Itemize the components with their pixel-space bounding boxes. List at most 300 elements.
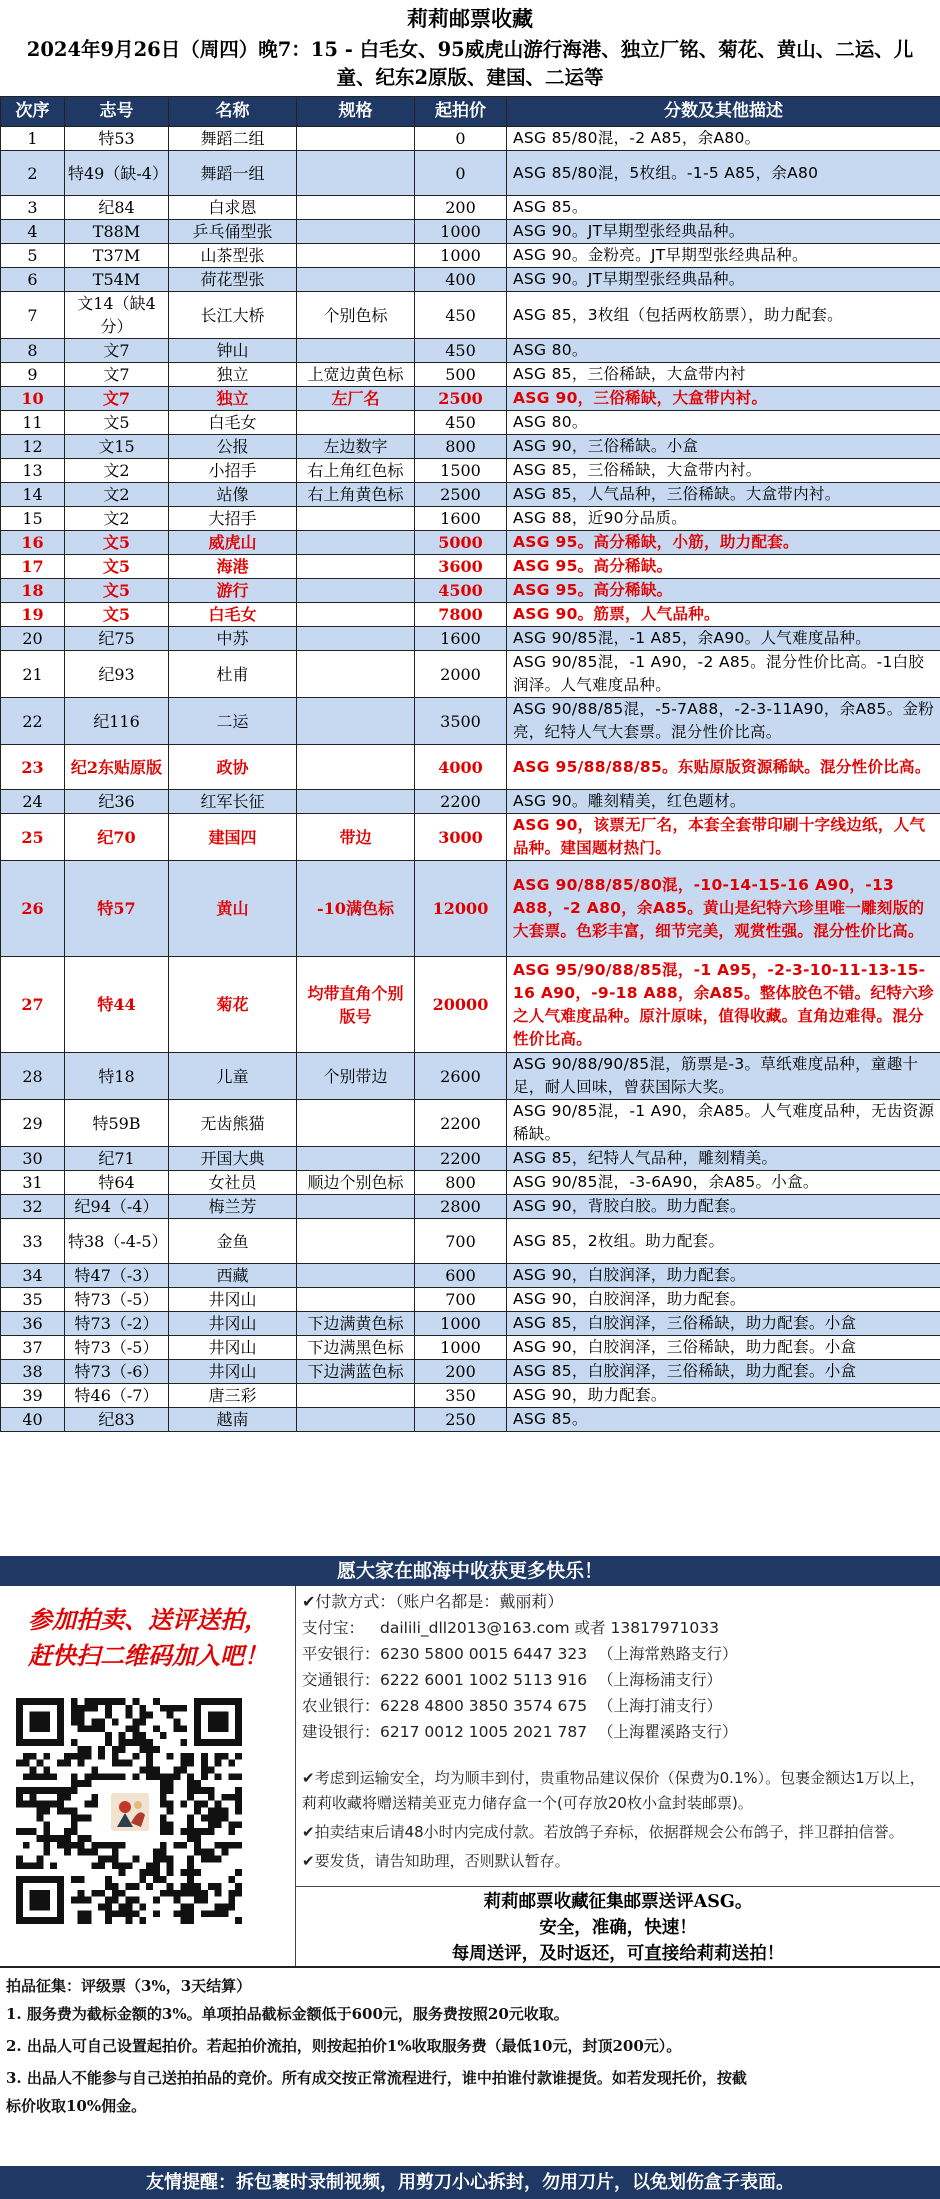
lot-spec: [297, 603, 415, 627]
lot-number: 25: [1, 814, 65, 861]
bank-branch: （上海瞿溪路支行）: [598, 1723, 738, 1741]
lot-code: 文15: [65, 435, 169, 459]
lot-spec: 上宽边黄色标: [297, 363, 415, 387]
slogan: [296, 1886, 940, 1966]
table-row: [1, 411, 940, 435]
lot-code: 特47（-3）: [65, 1264, 169, 1288]
lot-number: 19: [1, 603, 65, 627]
lot-number: 2: [1, 151, 65, 196]
table-row: [1, 745, 940, 790]
lot-description: ASG 85，2枚组。助力配套。: [507, 1219, 940, 1264]
lot-start-price: 1600: [415, 507, 507, 531]
qr-panel: [0, 1586, 296, 1966]
lot-spec: 右上角黄色标: [297, 483, 415, 507]
lot-spec: 下边满黄色标: [297, 1312, 415, 1336]
lot-number: 21: [1, 651, 65, 698]
qr-logo-icon: [108, 1790, 152, 1834]
bank-line: [302, 1642, 738, 1666]
lot-number: 6: [1, 268, 65, 292]
lot-number: 4: [1, 220, 65, 244]
bank-branch: （上海打浦支行）: [598, 1697, 723, 1715]
col-header-no: 次序: [1, 97, 65, 127]
lot-spec: 个别带边: [297, 1053, 415, 1100]
lot-number: 30: [1, 1147, 65, 1171]
lot-name: 荷花型张: [169, 268, 297, 292]
lot-spec: [297, 531, 415, 555]
table-row: [1, 292, 940, 339]
alipay-line: [302, 1616, 719, 1640]
alipay-account[interactable]: dailili_dll2013@163.com 或者 13817971033: [380, 1619, 719, 1637]
lot-number: 20: [1, 627, 65, 651]
lot-start-price: 700: [415, 1219, 507, 1264]
lot-name: 白毛女: [169, 411, 297, 435]
lot-start-price: 4000: [415, 745, 507, 790]
lot-number: 16: [1, 531, 65, 555]
lot-description: ASG 90。JT早期型张经典品种。: [507, 220, 940, 244]
lot-name: 独立: [169, 363, 297, 387]
lot-name: 儿童: [169, 1053, 297, 1100]
lot-code: 文2: [65, 459, 169, 483]
lot-description: ASG 85，三俗稀缺，大盒带内衬。: [507, 459, 940, 483]
lot-number: 11: [1, 411, 65, 435]
lot-start-price: 450: [415, 339, 507, 363]
lot-spec: 下边满蓝色标: [297, 1360, 415, 1384]
bank-branch: （上海常熟路支行）: [598, 1645, 738, 1663]
lot-start-price: 2200: [415, 790, 507, 814]
lot-description: ASG 90，三俗稀缺，大盒带内衬。: [507, 387, 940, 411]
bank-label: 交通银行：: [302, 1671, 380, 1689]
rules-title: 拍品征集：评级票（3%，3天结算）: [6, 1977, 252, 1995]
lot-code: 特18: [65, 1053, 169, 1100]
lot-number: 34: [1, 1264, 65, 1288]
lot-spec: 顺边个别色标: [297, 1171, 415, 1195]
lot-start-price: 7800: [415, 603, 507, 627]
note-shipping: ✔考虑到运输安全，均为顺丰到付，贵重物品建议保价（保费为0.1%）。包裹金额达1万以上，莉莉收藏将赠送精美亚克力储存盒一个(可存放20枚小盒封装邮票)。: [302, 1769, 925, 1812]
table-row: [1, 1147, 940, 1171]
lot-number: 15: [1, 507, 65, 531]
lot-code: 特49（缺-4）: [65, 151, 169, 196]
lot-name: 钟山: [169, 339, 297, 363]
lot-name: 政协: [169, 745, 297, 790]
lot-code: 文5: [65, 555, 169, 579]
lot-spec: 左厂名: [297, 387, 415, 411]
lot-code: 纪116: [65, 698, 169, 745]
invite-line-1: 参加拍卖、送评送拍，: [28, 1605, 268, 1634]
lot-number: 37: [1, 1336, 65, 1360]
table-row: [1, 151, 940, 196]
table-row: [1, 1219, 940, 1264]
lot-start-price: 2000: [415, 651, 507, 698]
lots-table: [0, 96, 940, 1432]
lot-description: ASG 90。雕刻精美，红色题材。: [507, 790, 940, 814]
table-row: [1, 1408, 940, 1432]
lot-start-price: 1000: [415, 1336, 507, 1360]
lot-code: 文7: [65, 363, 169, 387]
lot-number: 1: [1, 127, 65, 151]
table-row: [1, 957, 940, 1053]
lot-number: 23: [1, 745, 65, 790]
lot-code: 特73（-5）: [65, 1336, 169, 1360]
table-row: [1, 627, 940, 651]
lot-name: 海港: [169, 555, 297, 579]
bank-label: 建设银行：: [302, 1723, 380, 1741]
invite-line-2: 赶快扫二维码加入吧！: [28, 1641, 268, 1670]
col-header-desc: 分数及其他描述: [507, 97, 940, 127]
lot-number: 31: [1, 1171, 65, 1195]
lot-spec: [297, 1384, 415, 1408]
lot-code: 文2: [65, 507, 169, 531]
lot-spec: [297, 1100, 415, 1147]
lot-start-price: 1000: [415, 1312, 507, 1336]
lot-spec: 均带直角个别版号: [297, 957, 415, 1053]
lot-start-price: 200: [415, 1360, 507, 1384]
table-row: [1, 579, 940, 603]
lot-name: 井冈山: [169, 1312, 297, 1336]
lot-spec: 带边: [297, 814, 415, 861]
table-row: [1, 459, 940, 483]
lot-code: 纪84: [65, 196, 169, 220]
lot-description: ASG 95。高分稀缺。: [507, 579, 940, 603]
table-row: [1, 1100, 940, 1147]
lot-code: 特46（-7）: [65, 1384, 169, 1408]
lot-name: 舞蹈二组: [169, 127, 297, 151]
page-title: 莉莉邮票收藏: [407, 6, 533, 31]
lot-name: 二运: [169, 698, 297, 745]
lot-spec: [297, 1219, 415, 1264]
bank-label: 平安银行：: [302, 1645, 380, 1663]
lot-name: 独立: [169, 387, 297, 411]
lot-number: 35: [1, 1288, 65, 1312]
lot-code: 文5: [65, 411, 169, 435]
table-row: [1, 1312, 940, 1336]
lot-number: 24: [1, 790, 65, 814]
bank-account-number[interactable]: 6222 6001 1002 5113 916: [380, 1671, 588, 1689]
lot-spec: [297, 1195, 415, 1219]
table-row: [1, 651, 940, 698]
lot-spec: [297, 1147, 415, 1171]
lot-name: 无齿熊猫: [169, 1100, 297, 1147]
table-row: [1, 814, 940, 861]
lot-name: 舞蹈一组: [169, 151, 297, 196]
lot-spec: [297, 220, 415, 244]
lot-start-price: 12000: [415, 861, 507, 957]
table-row: [1, 1384, 940, 1408]
col-header-spec: 规格: [297, 97, 415, 127]
lot-start-price: 20000: [415, 957, 507, 1053]
lot-spec: [297, 151, 415, 196]
lot-spec: [297, 1408, 415, 1432]
lot-description: ASG 88，近90分品质。: [507, 507, 940, 531]
lot-number: 9: [1, 363, 65, 387]
rules: [0, 1966, 940, 2166]
lot-spec: [297, 698, 415, 745]
lot-number: 26: [1, 861, 65, 957]
table-row: [1, 1264, 940, 1288]
table-row: [1, 244, 940, 268]
table-row: [1, 1053, 940, 1100]
lot-name: 公报: [169, 435, 297, 459]
lot-spec: [297, 507, 415, 531]
lot-code: 纪94（-4）: [65, 1195, 169, 1219]
lot-description: ASG 90，该票无厂名，本套全套带印刷十字线边纸，人气品种。建国题材热门。: [507, 814, 940, 861]
lot-description: ASG 90/85混，-3-6A90，余A85。小盒。: [507, 1171, 940, 1195]
lot-number: 8: [1, 339, 65, 363]
lot-name: 乒乓俑型张: [169, 220, 297, 244]
lot-start-price: 600: [415, 1264, 507, 1288]
title-block: [0, 0, 940, 96]
lot-start-price: 3500: [415, 698, 507, 745]
lot-name: 小招手: [169, 459, 297, 483]
table-row: [1, 1195, 940, 1219]
lot-start-price: 700: [415, 1288, 507, 1312]
table-row: [1, 483, 940, 507]
lot-description: ASG 90，白胶润泽，助力配套。: [507, 1264, 940, 1288]
lot-spec: [297, 745, 415, 790]
lot-description: ASG 90，白胶润泽，助力配套。: [507, 1288, 940, 1312]
lot-name: 梅兰芳: [169, 1195, 297, 1219]
lot-start-price: 2800: [415, 1195, 507, 1219]
table-row: [1, 555, 940, 579]
lot-start-price: 0: [415, 127, 507, 151]
lot-spec: 右上角红色标: [297, 459, 415, 483]
lot-start-price: 4500: [415, 579, 507, 603]
bank-label: 农业银行：: [302, 1697, 380, 1715]
lot-name: 白毛女: [169, 603, 297, 627]
lot-spec: [297, 268, 415, 292]
slogan-line-3: 每周送评，及时返还，可直接给莉莉送拍！: [451, 1944, 785, 1964]
lot-spec: [297, 627, 415, 651]
friendly-tip: 友情提醒：拆包裹时录制视频，用剪刀小心拆封，勿用刀片，以免划伤盒子表面。: [0, 2166, 940, 2199]
qr-code[interactable]: [16, 1698, 242, 1924]
lot-start-price: 350: [415, 1384, 507, 1408]
lot-name: 山茶型张: [169, 244, 297, 268]
lot-code: 纪36: [65, 790, 169, 814]
lot-description: ASG 90，白胶润泽，三俗稀缺，助力配套。小盒: [507, 1336, 940, 1360]
table-row: [1, 339, 940, 363]
lot-start-price: 400: [415, 268, 507, 292]
lot-code: 纪75: [65, 627, 169, 651]
payment-panel: [296, 1586, 940, 1886]
lot-spec: [297, 790, 415, 814]
lot-number: 33: [1, 1219, 65, 1264]
lot-start-price: 500: [415, 363, 507, 387]
lot-number: 36: [1, 1312, 65, 1336]
lot-name: 金鱼: [169, 1219, 297, 1264]
lot-code: 文5: [65, 603, 169, 627]
table-row: [1, 1171, 940, 1195]
lot-code: 特57: [65, 861, 169, 957]
bank-branch: （上海杨浦支行）: [598, 1671, 723, 1689]
lot-description: ASG 90/88/85/80混，-10-14-15-16 A90，-13 A88，-2 A80，余A85。黄山是纪特六珍里唯一雕刻版的大套票。色彩丰富，细节完美，观赏性强。混分性价比高。: [507, 861, 940, 957]
lot-code: 纪2东贴原版: [65, 745, 169, 790]
lot-description: ASG 85，3枚组（包括两枚筋票），助力配套。: [507, 292, 940, 339]
lot-description: ASG 95。高分稀缺，小筋，助力配套。: [507, 531, 940, 555]
table-row: [1, 1336, 940, 1360]
lot-code: 特59B: [65, 1100, 169, 1147]
table-row: [1, 790, 940, 814]
table-row: [1, 435, 940, 459]
table-row: [1, 1288, 940, 1312]
lot-name: 黄山: [169, 861, 297, 957]
table-row: [1, 387, 940, 411]
lot-name: 西藏: [169, 1264, 297, 1288]
lot-number: 39: [1, 1384, 65, 1408]
lot-spec: [297, 196, 415, 220]
lot-number: 7: [1, 292, 65, 339]
lot-start-price: 2500: [415, 483, 507, 507]
lot-code: 文5: [65, 579, 169, 603]
lot-description: ASG 85，人气品种，三俗稀缺。大盒带内衬。: [507, 483, 940, 507]
lot-number: 27: [1, 957, 65, 1053]
lot-name: 长江大桥: [169, 292, 297, 339]
lot-name: 大招手: [169, 507, 297, 531]
table-row: [1, 220, 940, 244]
lot-start-price: 0: [415, 151, 507, 196]
lot-code: 纪70: [65, 814, 169, 861]
lot-description: ASG 85。: [507, 196, 940, 220]
lot-number: 10: [1, 387, 65, 411]
lot-start-price: 250: [415, 1408, 507, 1432]
bank-account-number[interactable]: 6228 4800 3850 3574 675: [380, 1697, 588, 1715]
lot-spec: 左边数字: [297, 435, 415, 459]
lot-code: 文14（缺4分）: [65, 292, 169, 339]
lot-code: 特38（-4-5）: [65, 1219, 169, 1264]
lot-description: ASG 85，三俗稀缺，大盒带内衬: [507, 363, 940, 387]
lot-code: 特73（-6）: [65, 1360, 169, 1384]
lot-number: 12: [1, 435, 65, 459]
lot-name: 井冈山: [169, 1336, 297, 1360]
lot-description: ASG 85，白胶润泽，三俗稀缺，助力配套。小盒: [507, 1312, 940, 1336]
lot-spec: 下边满黑色标: [297, 1336, 415, 1360]
lot-start-price: 3000: [415, 814, 507, 861]
lot-description: ASG 85/80混，5枚组。-1-5 A85，余A80: [507, 151, 940, 196]
note-delivery: ✔要发货，请告知助理，否则默认暂存。: [302, 1852, 570, 1870]
rule-1: 1. 服务费为截标金额的3%。单项拍品截标金额低于600元，服务费按照20元收取。: [6, 2005, 569, 2023]
table-row: [1, 531, 940, 555]
slogan-line-1: 莉莉邮票收藏征集邮票送评ASG。: [483, 1892, 753, 1912]
lot-code: 文2: [65, 483, 169, 507]
table-row: [1, 861, 940, 957]
lot-name: 建国四: [169, 814, 297, 861]
lot-name: 白求恩: [169, 196, 297, 220]
lot-start-price: 450: [415, 292, 507, 339]
col-header-price: 起拍价: [415, 97, 507, 127]
col-header-name: 名称: [169, 97, 297, 127]
lot-code: 特64: [65, 1171, 169, 1195]
lot-name: 开国大典: [169, 1147, 297, 1171]
lot-code: 文7: [65, 387, 169, 411]
lot-name: 越南: [169, 1408, 297, 1432]
bank-account-number[interactable]: 6217 0012 1005 2021 787: [380, 1723, 588, 1741]
lot-start-price: 1000: [415, 220, 507, 244]
lot-spec: -10满色标: [297, 861, 415, 957]
lot-spec: [297, 651, 415, 698]
lot-code: 纪71: [65, 1147, 169, 1171]
lot-code: 纪83: [65, 1408, 169, 1432]
lot-name: 唐三彩: [169, 1384, 297, 1408]
lot-start-price: 450: [415, 411, 507, 435]
lot-number: 22: [1, 698, 65, 745]
banner: 愿大家在邮海中收获更多快乐！: [0, 1556, 940, 1586]
lot-spec: [297, 1288, 415, 1312]
table-row: [1, 507, 940, 531]
lot-spec: [297, 244, 415, 268]
lot-start-price: 800: [415, 1171, 507, 1195]
table-row: [1, 1360, 940, 1384]
page-subtitle: 2024年9月26日（周四）晚7：15 - 白毛女、95威虎山游行海港、独立厂铭、菊花、黄山、二运、儿童、纪东2原版、建国、二运等: [26, 38, 914, 89]
lot-description: ASG 90/88/85混，-5-7A88，-2-3-11A90，余A85。金粉亮，纪特人气大套票。混分性价比高。: [507, 698, 940, 745]
lot-start-price: 800: [415, 435, 507, 459]
lot-name: 杜甫: [169, 651, 297, 698]
lot-spec: 个别色标: [297, 292, 415, 339]
slogan-line-2: 安全，准确，快速！: [539, 1918, 697, 1938]
rule-2: 2. 出品人可自己设置起拍价。若起拍价流拍，则按起拍价1%收取服务费（最低10元，封顶200元）。: [6, 2037, 682, 2055]
lot-start-price: 1600: [415, 627, 507, 651]
lot-number: 14: [1, 483, 65, 507]
lot-spec: [297, 339, 415, 363]
lot-description: ASG 80。: [507, 339, 940, 363]
alipay-label: 支付宝：: [302, 1619, 365, 1637]
lot-description: ASG 90，三俗稀缺。小盒: [507, 435, 940, 459]
lot-name: 井冈山: [169, 1360, 297, 1384]
note-payment-deadline: ✔拍卖结束后请48小时内完成付款。若放鸽子弃标，依据群规会公布鸽子，拌卫群拍信誉。: [302, 1823, 904, 1841]
lot-start-price: 1500: [415, 459, 507, 483]
lot-name: 游行: [169, 579, 297, 603]
lot-code: 文7: [65, 339, 169, 363]
lot-description: ASG 90，助力配套。: [507, 1384, 940, 1408]
lot-name: 井冈山: [169, 1288, 297, 1312]
lot-name: 菊花: [169, 957, 297, 1053]
lot-description: ASG 85/80混，-2 A85，余A80。: [507, 127, 940, 151]
lot-description: ASG 85，纪特人气品种，雕刻精美。: [507, 1147, 940, 1171]
lot-code: T37M: [65, 244, 169, 268]
lot-name: 红军长征: [169, 790, 297, 814]
lot-number: 17: [1, 555, 65, 579]
lot-code: 特44: [65, 957, 169, 1053]
lot-description: ASG 95/88/88/85。东贴原版资源稀缺。混分性价比高。: [507, 745, 940, 790]
lot-code: T54M: [65, 268, 169, 292]
lot-code: 文5: [65, 531, 169, 555]
table-row: [1, 127, 940, 151]
rule-3: 3. 出品人不能参与自己送拍拍品的竞价。所有成交按正常流程进行，谁中拍谁付款谁提货。如若发现托价，按截: [6, 2069, 747, 2087]
lot-start-price: 5000: [415, 531, 507, 555]
lot-name: 站像: [169, 483, 297, 507]
lot-number: 29: [1, 1100, 65, 1147]
lot-code: T88M: [65, 220, 169, 244]
table-header-row: [1, 97, 940, 127]
lot-description: ASG 90/88/90/85混，筋票是-3。草纸难度品种，童趣十足，耐人回味，曾获国际大奖。: [507, 1053, 940, 1100]
table-row: [1, 196, 940, 220]
lot-start-price: 200: [415, 196, 507, 220]
lot-start-price: 1000: [415, 244, 507, 268]
lot-description: ASG 85，白胶润泽，三俗稀缺，助力配套。小盒: [507, 1360, 940, 1384]
bank-line: [302, 1720, 738, 1744]
lot-spec: [297, 555, 415, 579]
payment-header: ✔付款方式：（账户名都是：戴丽莉）: [302, 1592, 564, 1611]
lot-name: 威虎山: [169, 531, 297, 555]
lot-description: ASG 85。: [507, 1408, 940, 1432]
lot-description: ASG 90/85混，-1 A90，余A85。人气难度品种，无齿资源稀缺。: [507, 1100, 940, 1147]
lot-spec: [297, 1264, 415, 1288]
lot-start-price: 2600: [415, 1053, 507, 1100]
bank-line: [302, 1694, 722, 1718]
invite-text: [0, 1602, 296, 1674]
lot-code: 特73（-2）: [65, 1312, 169, 1336]
table-row: [1, 603, 940, 627]
bank-account-number[interactable]: 6230 5800 0015 6447 323: [380, 1645, 588, 1663]
notes: [302, 1766, 936, 1878]
bank-line: [302, 1668, 722, 1692]
